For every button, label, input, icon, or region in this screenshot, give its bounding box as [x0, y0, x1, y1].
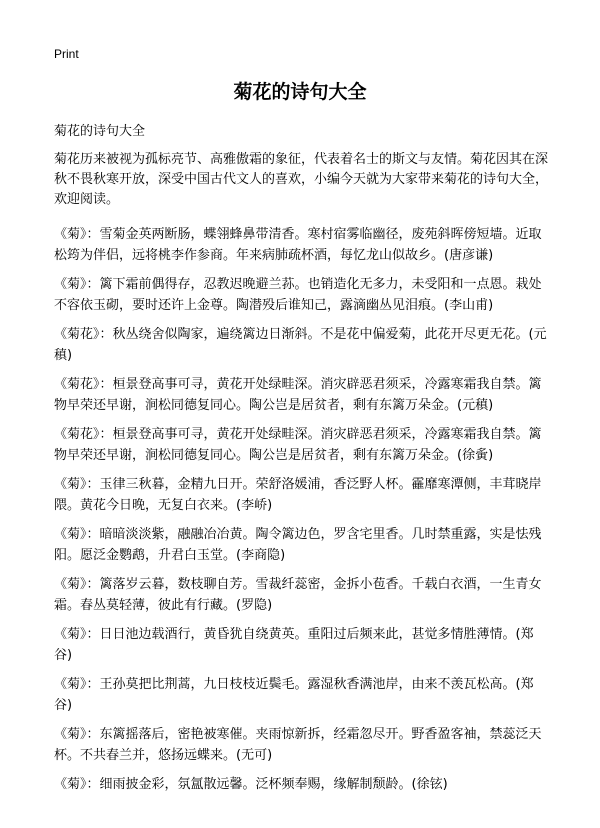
- poem-paragraph: [54, 374, 548, 416]
- intro-paragraph: 菊花历来被视为孤标亮节、高雅傲霜的象征，代表着名士的斯文与友情。菊花因其在深秋不畏秋寒开放，深受中国古代文人的喜欢，小编今天就为大家带来菊花的诗句大全，欢迎阅读。: [54, 152, 549, 207]
- poem-paragraph: [54, 624, 548, 666]
- poem-paragraph: [54, 674, 548, 716]
- print-link[interactable]: Print: [54, 47, 79, 61]
- poem-paragraph: [54, 274, 548, 316]
- poem-text: ：桓景登高事可寻，黄花开处绿畦深。消灾辟恶君须采，冷露寒霜我自禁。篱物早荣还早谢，涧松同德复同心。陶公岂是居贫者，剩有东篱万朵金。(元稹): [54, 377, 542, 413]
- poem-paragraph: [54, 774, 548, 795]
- poem-paragraph: [54, 324, 548, 366]
- poem-title: 《菊》: [54, 577, 87, 592]
- poem-text: ：日日池边载酒行，黄昏犹自绕黄英。重阳过后频来此，甚觉多情胜薄情。(郑谷): [54, 627, 534, 663]
- poem-title: 《菊》: [54, 777, 87, 792]
- poem-text: ：暗暗淡淡紫，融融冶冶黄。陶令篱边色，罗含宅里香。几时禁重露，实是怯残阳。愿泛金鹦鹉，升君白玉堂。(李商隐): [54, 527, 542, 563]
- poem-text: ：玉律三秋暮，金精九日开。荣舒洛媛浦，香泛野人杯。靃靡寒潭侧，丰茸晓岸隈。黄花今日晚，无复白衣来。(李峤): [54, 477, 542, 513]
- poem-paragraph: [54, 574, 548, 616]
- poem-title: 《菊花》: [54, 377, 100, 392]
- article-body: [54, 150, 548, 803]
- poem-text: ：秋丛绕舍似陶家，遍绕篱边日渐斜。不是花中偏爱菊，此花开尽更无花。(元稹): [54, 327, 547, 363]
- poem-title: 《菊》: [54, 627, 87, 642]
- poem-title: 《菊》: [54, 477, 87, 492]
- poem-title: 《菊花》: [54, 427, 100, 442]
- poem-text: ：篱下霜前偶得存，忍教迟晚避兰荪。也销造化无多力，未受阳和一点恩。栽处不容依玉砌，要时还许上金尊。陶潜殁后谁知己，露滴幽丛见泪痕。(李山甫): [54, 277, 542, 313]
- poem-title: 《菊》: [54, 527, 87, 542]
- poem-paragraph: [54, 724, 548, 766]
- poem-paragraph: [54, 474, 548, 516]
- page-title: 菊花的诗句大全: [233, 81, 367, 103]
- poem-text: ：雪菊金英两断肠，蝶翎蜂鼻带清香。寒村宿雾临幽径，废苑斜晖傍短墙。近取松筠为伴侣，远将桃李作参商。年来病肺疏杯酒，每忆龙山似故乡。(唐彦谦): [54, 227, 542, 263]
- poem-text: ：东篱摇落后，密艳被寒催。夹雨惊新拆，经霜忽尽开。野香盈客袖，禁蕊泛天杯。不共春兰并，悠扬远蝶来。(无可): [54, 727, 542, 763]
- poem-paragraph: [54, 224, 548, 266]
- poem-title: 《菊》: [54, 277, 87, 292]
- poem-title: 《菊》: [54, 227, 87, 242]
- poem-title: 《菊》: [54, 677, 87, 692]
- poem-title: 《菊花》: [54, 327, 100, 342]
- poem-text: ：桓景登高事可寻，黄花开处绿畦深。消灾辟恶君须采，冷露寒霜我自禁。篱物早荣还早谢，涧松同德复同心。陶公岂是居贫者，剩有东篱万朵金。(徐夤): [54, 427, 542, 463]
- poem-title: 《菊》: [54, 727, 87, 742]
- poem-paragraph: [54, 424, 548, 466]
- article-subtitle: 菊花的诗句大全: [54, 124, 146, 139]
- poem-text: ：篱落岁云暮，数枝聊自芳。雪裁纤蕊密，金拆小苞香。千载白衣酒，一生青女霜。春丛莫轻薄，彼此有行藏。(罗隐): [54, 577, 542, 613]
- poem-text: ：细雨披金彩，氛氲散远馨。泛杯频奉赐，缘解制颓龄。(徐铉): [86, 777, 448, 792]
- poem-text: ：王孙莫把比荆蒿，九日枝枝近鬓毛。露湿秋香满池岸，由来不羡瓦松高。(郑谷): [54, 677, 534, 713]
- poem-paragraph: [54, 524, 548, 566]
